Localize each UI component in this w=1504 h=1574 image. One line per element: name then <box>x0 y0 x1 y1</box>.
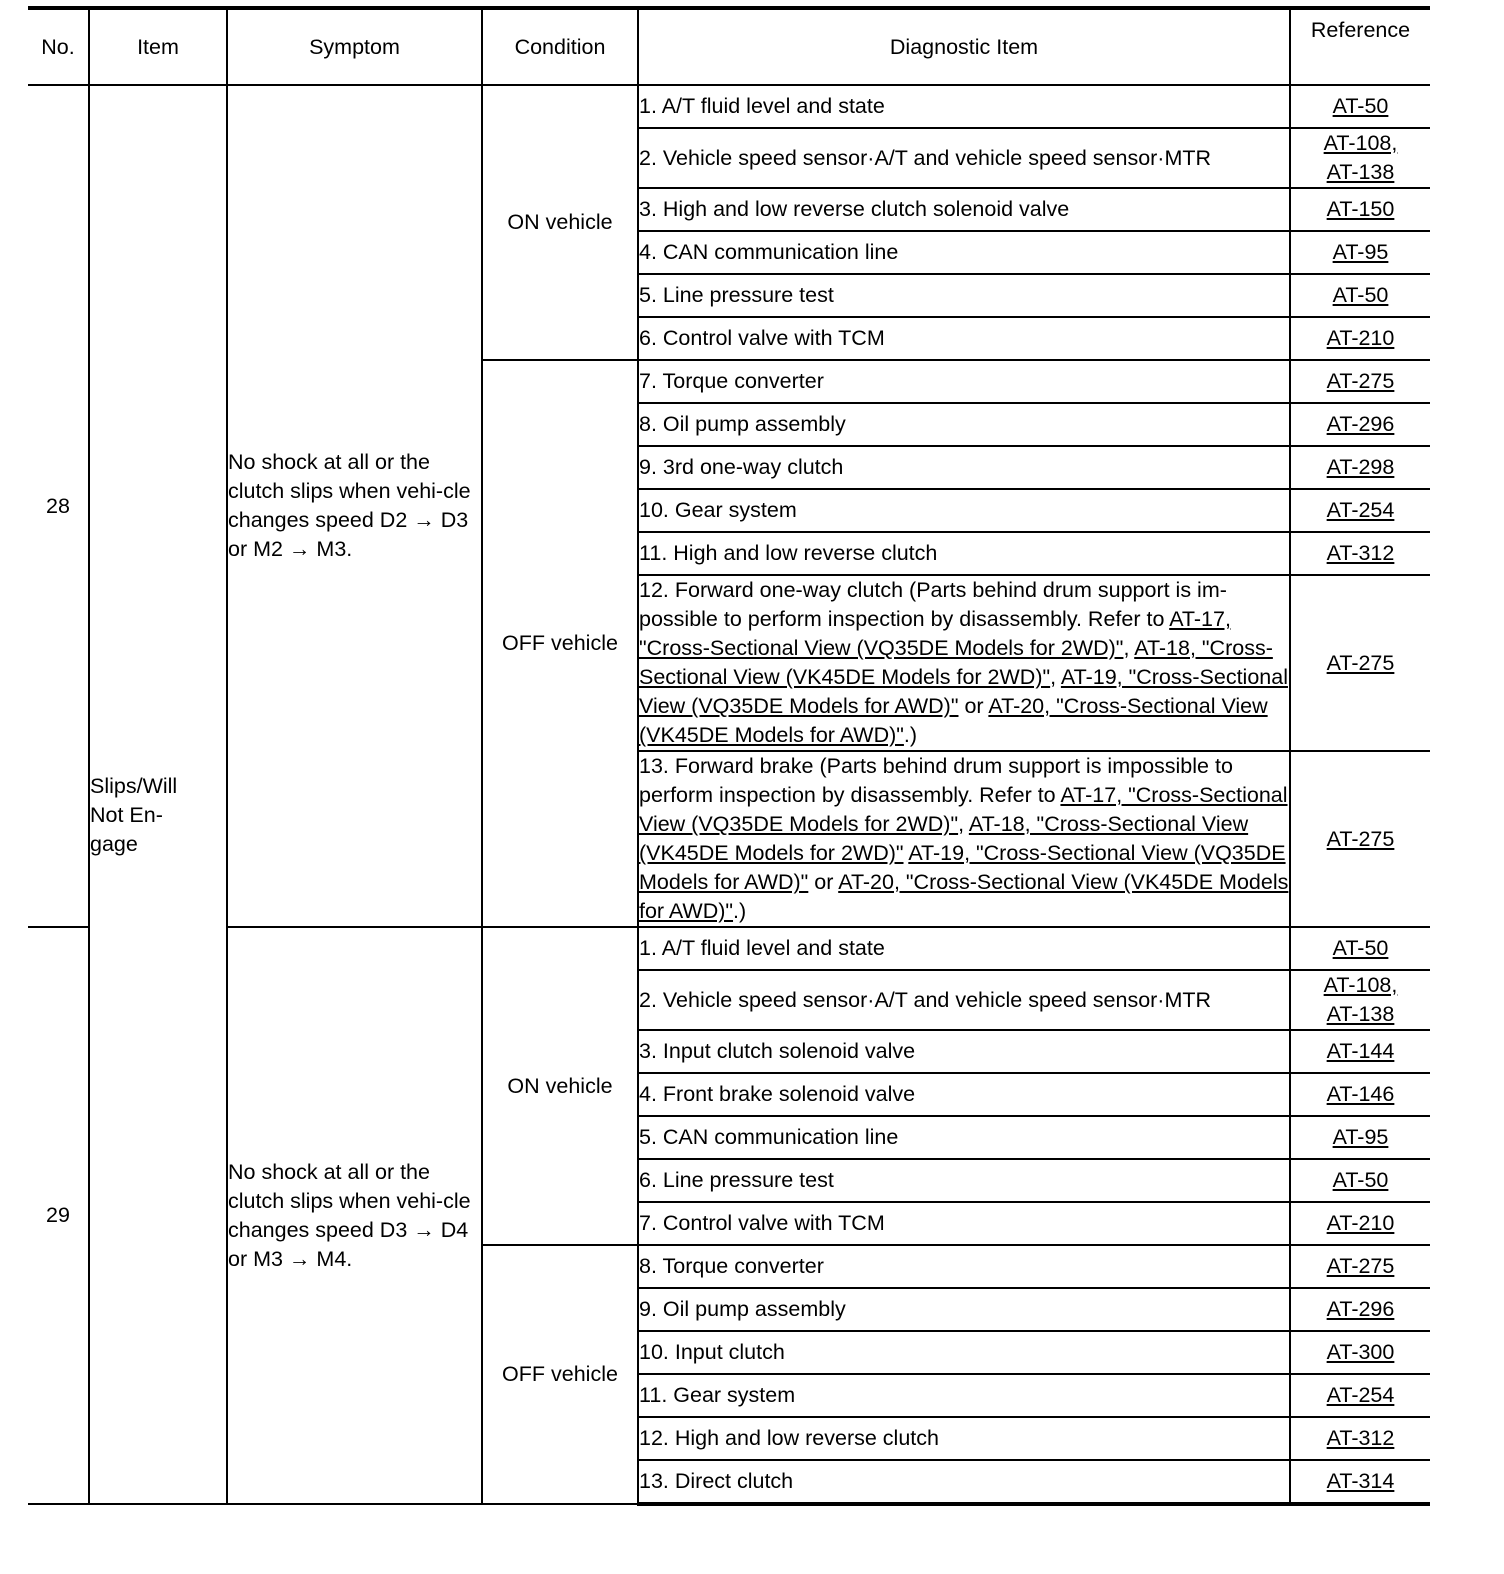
diagnosis-table <box>28 6 1430 1506</box>
diagnostic-text: .) <box>903 723 918 747</box>
reference-cell <box>1290 274 1430 317</box>
cross-reference-link[interactable]: AT-19, "Cross-Sectional View (VQ35DE Models for AWD)" <box>639 841 1286 894</box>
reference-link[interactable]: AT-50 <box>1332 283 1389 307</box>
reference-cell <box>1290 1116 1430 1159</box>
diagnostic-item: 2. Vehicle speed sensor·A/T and vehicle speed sensor·MTR <box>638 128 1290 188</box>
diagnostic-item <box>638 751 1290 927</box>
condition-on-vehicle: ON vehicle <box>482 927 638 1245</box>
diagnostic-item: 9. Oil pump assembly <box>638 1288 1290 1331</box>
table-row <box>28 85 1430 128</box>
header-no: No. <box>28 8 89 85</box>
condition-off-vehicle: OFF vehicle <box>482 360 638 927</box>
cross-reference-link[interactable]: AT-20, "Cross-Sectional View (VK45DE Models for AWD)" <box>639 694 1268 747</box>
reference-cell <box>1290 1030 1430 1073</box>
reference-cell <box>1290 1288 1430 1331</box>
diagnostic-item: 4. CAN communication line <box>638 231 1290 274</box>
reference-link[interactable]: AT-108, <box>1323 131 1398 155</box>
condition-off-vehicle: OFF vehicle <box>482 1245 638 1504</box>
condition-on-vehicle: ON vehicle <box>482 85 638 360</box>
reference-cell <box>1290 1159 1430 1202</box>
table-body <box>28 85 1430 1504</box>
reference-cell <box>1290 231 1430 274</box>
diagnostic-item: 8. Oil pump assembly <box>638 403 1290 446</box>
diagnostic-text: 13. Forward brake (Parts behind drum support is impossible to perform inspection by disassembly. Refer to <box>639 754 1233 807</box>
reference-link[interactable]: AT-254 <box>1326 1383 1395 1407</box>
cross-reference-link[interactable]: AT-19, "Cross-Sectional View (VQ35DE Models for AWD)" <box>639 665 1288 718</box>
cross-reference-link[interactable]: AT-17, "Cross-Sectional View (VQ35DE Models for 2WD)" <box>639 607 1231 660</box>
diagnostic-text: , <box>958 812 969 836</box>
reference-link[interactable]: AT-254 <box>1326 498 1395 522</box>
diagnostic-item: 9. 3rd one-way clutch <box>638 446 1290 489</box>
reference-cell <box>1290 1073 1430 1116</box>
reference-link[interactable]: AT-95 <box>1332 1125 1389 1149</box>
diagnostic-item: 6. Control valve with TCM <box>638 317 1290 360</box>
reference-link[interactable]: AT-210 <box>1326 1211 1395 1235</box>
reference-cell <box>1290 927 1430 970</box>
diagnostic-text: or <box>808 870 839 894</box>
diagnostic-item: 13. Direct clutch <box>638 1460 1290 1504</box>
diagnostic-item: 7. Control valve with TCM <box>638 1202 1290 1245</box>
diagnostic-item: 2. Vehicle speed sensor·A/T and vehicle speed sensor·MTR <box>638 970 1290 1030</box>
reference-cell <box>1290 1417 1430 1460</box>
diagnostic-item: 8. Torque converter <box>638 1245 1290 1288</box>
diagnostic-item: 5. CAN communication line <box>638 1116 1290 1159</box>
diagnostic-item: 4. Front brake solenoid valve <box>638 1073 1290 1116</box>
reference-link[interactable]: AT-210 <box>1326 326 1395 350</box>
symptom-text: No shock at all or the clutch slips when vehi-cle changes speed D2 → D3 or M2 → M3. <box>227 85 482 927</box>
reference-link[interactable]: AT-144 <box>1326 1039 1395 1063</box>
diagnostic-item: 3. Input clutch solenoid valve <box>638 1030 1290 1073</box>
reference-link[interactable]: AT-50 <box>1332 94 1389 118</box>
diagnostic-item: 7. Torque converter <box>638 360 1290 403</box>
reference-cell <box>1290 575 1430 751</box>
reference-cell <box>1290 446 1430 489</box>
reference-link[interactable]: AT-146 <box>1326 1082 1395 1106</box>
reference-cell <box>1290 188 1430 231</box>
diagnostic-item: 3. High and low reverse clutch solenoid valve <box>638 188 1290 231</box>
row-number: 29 <box>28 927 89 1504</box>
reference-link[interactable]: AT-296 <box>1326 1297 1395 1321</box>
cross-reference-link[interactable]: AT-17, "Cross-Sectional View (VQ35DE Models for 2WD)" <box>639 783 1288 836</box>
reference-link[interactable]: AT-275 <box>1326 826 1395 851</box>
row-number: 28 <box>28 85 89 927</box>
reference-cell <box>1290 751 1430 927</box>
diagnostic-item: 1. A/T fluid level and state <box>638 927 1290 970</box>
reference-link[interactable]: AT-314 <box>1326 1469 1395 1493</box>
header-condition: Condition <box>482 8 638 85</box>
header-symptom: Symptom <box>227 8 482 85</box>
diagnostic-item: 5. Line pressure test <box>638 274 1290 317</box>
reference-link[interactable]: AT-50 <box>1332 1168 1389 1192</box>
header-item: Item <box>89 8 227 85</box>
reference-cell <box>1290 970 1430 1030</box>
reference-link[interactable]: AT-50 <box>1332 936 1389 960</box>
diagnostic-item <box>638 575 1290 751</box>
header-diagnostic-item: Diagnostic Item <box>638 8 1290 85</box>
reference-cell <box>1290 128 1430 188</box>
reference-link[interactable]: AT-275 <box>1326 1254 1395 1278</box>
diagnostic-text: , <box>1050 665 1061 689</box>
reference-cell <box>1290 1202 1430 1245</box>
diagnostic-text: .) <box>733 899 747 923</box>
reference-link[interactable]: AT-138 <box>1326 160 1395 184</box>
item-label <box>89 85 227 1504</box>
reference-cell <box>1290 1331 1430 1374</box>
reference-link[interactable]: AT-312 <box>1326 1426 1395 1450</box>
reference-link[interactable]: AT-312 <box>1326 541 1395 565</box>
diagnostic-item: 6. Line pressure test <box>638 1159 1290 1202</box>
cross-reference-link[interactable]: AT-20, "Cross-Sectional View (VK45DE Models for AWD)" <box>639 870 1289 923</box>
diagnostic-item: 10. Gear system <box>638 489 1290 532</box>
diagnostic-item: 11. High and low reverse clutch <box>638 532 1290 575</box>
reference-link[interactable]: AT-296 <box>1326 412 1395 436</box>
reference-link[interactable]: AT-150 <box>1326 197 1395 221</box>
reference-link[interactable]: AT-108, <box>1323 973 1398 997</box>
diagnostic-text: 12. Forward one-way clutch (Parts behind drum support is im-possible to perform inspection by disassembly. Refer to <box>639 578 1227 631</box>
reference-link[interactable]: AT-138 <box>1326 1002 1395 1026</box>
diagnostic-text: , <box>1123 636 1135 660</box>
diagnostic-item: 12. High and low reverse clutch <box>638 1417 1290 1460</box>
symptom-text: No shock at all or the clutch slips when vehi-cle changes speed D3 → D4 or M3 → M4. <box>227 927 482 1504</box>
reference-cell <box>1290 1460 1430 1504</box>
reference-cell <box>1290 532 1430 575</box>
reference-cell <box>1290 1245 1430 1288</box>
diagnostic-item: 1. A/T fluid level and state <box>638 85 1290 128</box>
table-row <box>28 927 1430 970</box>
reference-link[interactable]: AT-298 <box>1326 455 1395 479</box>
reference-link[interactable]: AT-275 <box>1326 650 1395 675</box>
diagnostic-text: or <box>958 694 989 718</box>
cross-reference-link[interactable]: AT-18, "Cross-Sectional View (VK45DE Models for 2WD)" <box>639 812 1249 865</box>
diagnostic-item: 10. Input clutch <box>638 1331 1290 1374</box>
reference-cell <box>1290 85 1430 128</box>
header-row <box>28 8 1430 85</box>
reference-cell <box>1290 317 1430 360</box>
reference-link[interactable]: AT-300 <box>1326 1340 1395 1364</box>
item-label-text: Slips/Will Not En-gage <box>90 774 178 856</box>
reference-link[interactable]: AT-95 <box>1332 240 1389 264</box>
diagnostic-item: 11. Gear system <box>638 1374 1290 1417</box>
reference-cell <box>1290 360 1430 403</box>
reference-cell <box>1290 403 1430 446</box>
reference-cell <box>1290 1374 1430 1417</box>
reference-link[interactable]: AT-275 <box>1326 369 1395 393</box>
reference-cell <box>1290 489 1430 532</box>
cross-reference-link[interactable]: AT-18, "Cross-Sectional View (VK45DE Models for 2WD)" <box>639 636 1273 689</box>
header-reference: Reference <box>1290 8 1430 85</box>
